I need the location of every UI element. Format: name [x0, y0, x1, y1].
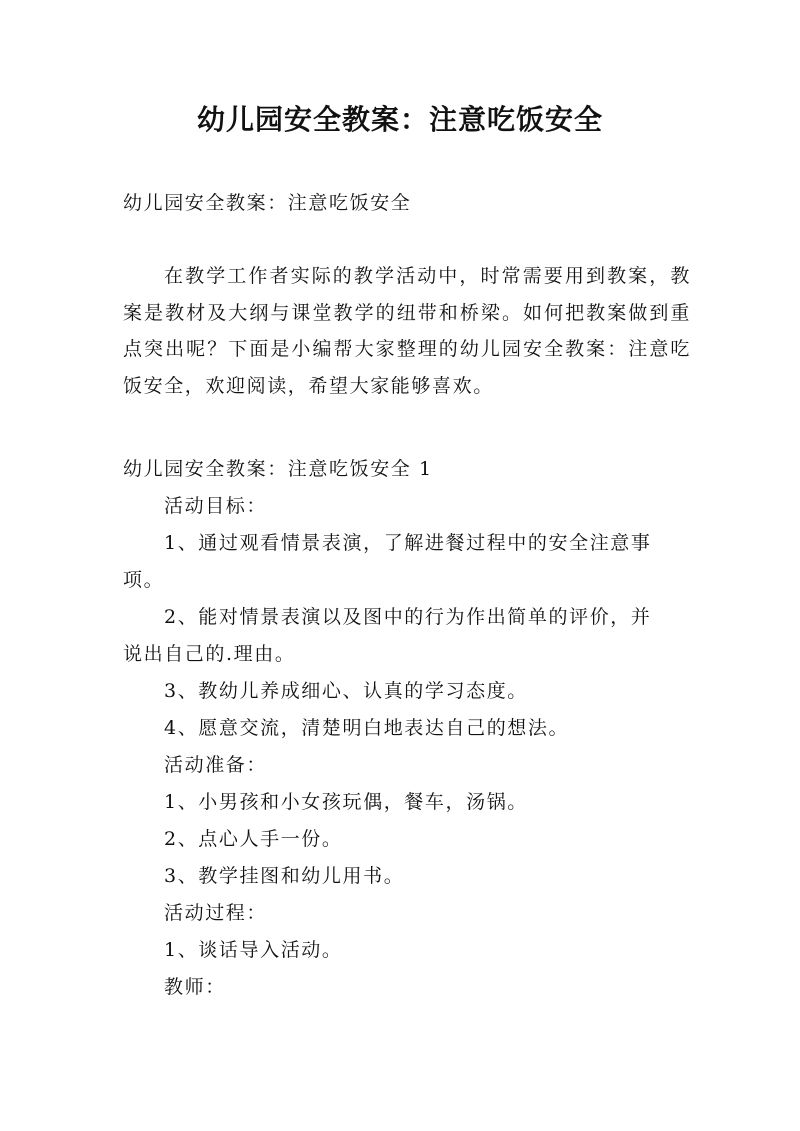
document-subtitle: 幼儿园安全教案：注意吃饭安全	[123, 192, 412, 214]
goal-2-line-2: 说出自己的.理由。	[123, 643, 296, 665]
goal-3: 3、教幼儿养成细心、认真的学习态度。	[164, 680, 528, 702]
teacher-label: 教师：	[164, 976, 226, 998]
goal-1-line-1: 1、通过观看情景表演，了解进餐过程中的安全注意事	[164, 532, 652, 554]
goal-1-line-2: 项。	[123, 569, 165, 591]
process-heading: 活动过程：	[164, 902, 268, 924]
goal-4: 4、愿意交流，清楚明白地表达自己的想法。	[164, 717, 570, 739]
process-1: 1、谈话导入活动。	[164, 939, 343, 961]
document-title: 幼儿园安全教案：注意吃饭安全	[196, 103, 603, 136]
prep-2: 2、点心人手一份。	[164, 828, 343, 850]
prep-heading: 活动准备：	[164, 754, 268, 776]
goals-heading: 活动目标：	[164, 495, 268, 517]
section-heading: 幼儿园安全教案：注意吃饭安全 1	[123, 458, 433, 480]
prep-3: 3、教学挂图和幼儿用书。	[164, 865, 405, 887]
prep-1: 1、小男孩和小女孩玩偶，餐车，汤锅。	[164, 791, 528, 813]
goal-2-line-1: 2、能对情景表演以及图中的行为作出简单的评价，并	[164, 606, 652, 628]
intro-paragraph: 在教学工作者实际的教学活动中，时常需要用到教案，教案是教材及大纲与课堂教学的纽带和桥梁。如何把教案做到重点突出呢？下面是小编帮大家整理的幼儿园安全教案：注意吃饭安全，欢迎阅读，希望大家能够喜欢。	[123, 265, 691, 397]
